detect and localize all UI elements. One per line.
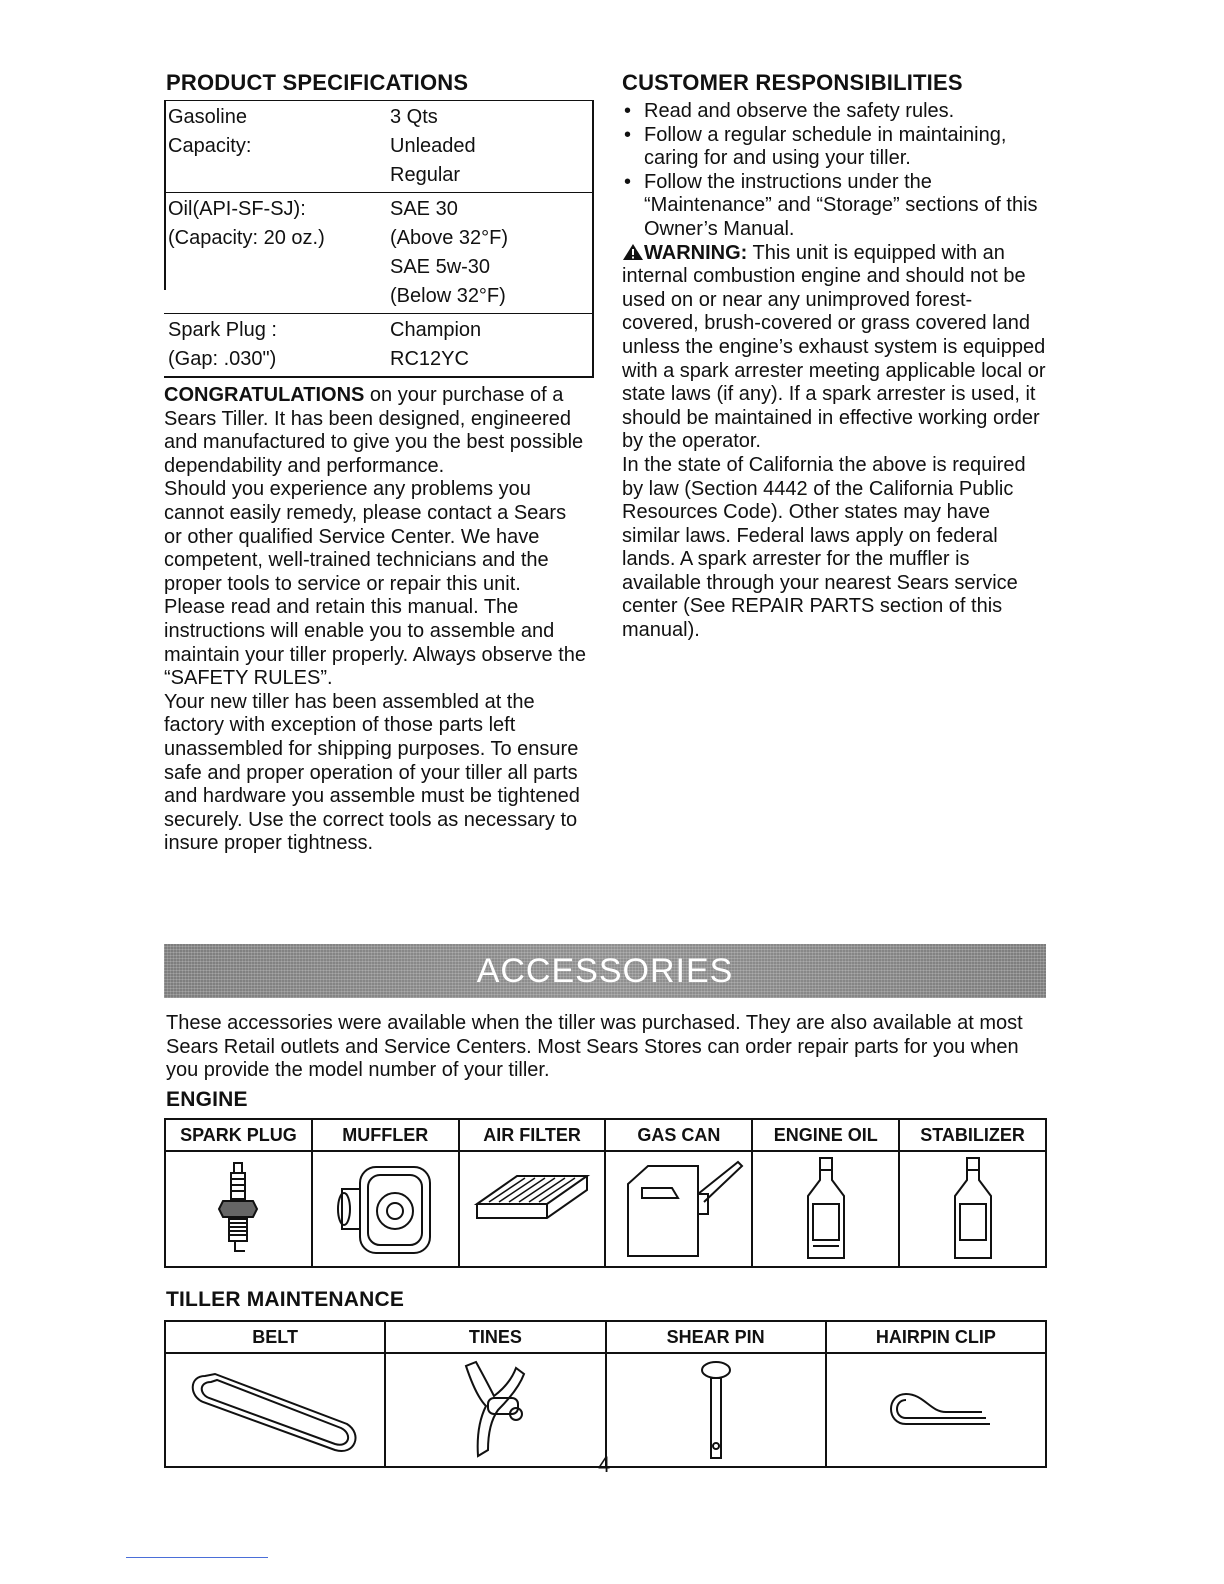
belt-header: BELT — [165, 1321, 385, 1353]
stabilizer-cell — [899, 1151, 1046, 1267]
engine-heading: ENGINE — [166, 1088, 248, 1111]
spec-table — [164, 100, 594, 378]
belt-icon — [185, 1362, 365, 1458]
spec-title: PRODUCT SPECIFICATIONS — [166, 70, 469, 95]
page-number: 4 — [598, 1452, 611, 1477]
tines-icon — [450, 1358, 540, 1462]
tiller-maintenance-table — [164, 1320, 1047, 1468]
spec-row: Gasoline 3 Qts — [168, 106, 438, 128]
spec-row: SAE 5w-30 — [390, 256, 491, 278]
muffler-icon — [330, 1159, 440, 1259]
spec-row: (Gap: .030") RC12YC — [168, 348, 469, 370]
engine-oil-cell — [752, 1151, 899, 1267]
california-paragraph: In the state of California the above is required by law (Section 4442 of the California Public Resources Code). Other states may have similar laws. Federal laws apply on federal lands. A spark arrester for the muffler is available through your nearest Sears service center (See REPAIR PARTS section of this manual). — [622, 453, 1026, 642]
spec-row: Regular — [390, 164, 461, 186]
congrats-paragraph: Your new tiller has been assembled at the factory with exception of those parts left unassembled for shipping purposes. To ensure safe and proper operation of your tiller all parts and hardware you assemble must be tightened securely. Use the correct tools as necessary to insure proper tightness. — [164, 690, 580, 855]
warning-icon — [622, 243, 644, 261]
spec-row: (Below 32°F) — [390, 285, 506, 307]
air-filter-icon — [467, 1164, 597, 1254]
warning-paragraph: WARNING: This unit is equipped with an internal combustion engine and should not be used on or near any unimproved forest-covered, brush-covered or grass covered land unless the engine’s exhaust system is equipped with a spark arrester meeting applicable local or state laws (if any). If a spark arrester is used, it should be maintained in effective working order by the operator. — [622, 241, 1046, 453]
engine-accessories-table — [164, 1118, 1047, 1268]
engine-oil-icon — [801, 1154, 851, 1264]
tines-header: TINES — [385, 1321, 605, 1353]
belt-cell — [165, 1353, 385, 1467]
spec-group-gasoline — [164, 101, 592, 193]
spec-row: Capacity: Unleaded — [168, 135, 476, 157]
customer-text — [622, 100, 1046, 643]
tiller-maintenance-heading: TILLER MAINTENANCE — [166, 1288, 405, 1311]
list-item: • Follow a regular schedule in maintaining, caring for and using your tiller. — [622, 124, 1046, 171]
customer-title: CUSTOMER RESPONSIBILITIES — [622, 70, 963, 95]
gas-can-icon — [614, 1154, 744, 1264]
spec-row: (Capacity: 20 oz.) (Above 32°F) — [168, 227, 509, 249]
spark-plug-icon — [213, 1159, 263, 1259]
air-filter-header: AIR FILTER — [459, 1119, 606, 1151]
air-filter-cell — [459, 1151, 606, 1267]
spec-group-oil — [164, 193, 592, 314]
gas-can-header: GAS CAN — [605, 1119, 752, 1151]
hairpin-clip-cell — [826, 1353, 1046, 1467]
tines-cell — [385, 1353, 605, 1467]
gas-can-cell — [605, 1151, 752, 1267]
muffler-header: MUFFLER — [312, 1119, 459, 1151]
footer-rule — [126, 1557, 268, 1558]
stabilizer-icon — [948, 1154, 998, 1264]
shear-pin-header: SHEAR PIN — [606, 1321, 826, 1353]
shear-pin-icon — [696, 1358, 736, 1462]
list-item: • Follow the instructions under the “Maintenance” and “Storage” sections of this Owner’s Manual. — [622, 171, 1046, 242]
congratulations-text — [164, 384, 588, 856]
hairpin-clip-icon — [876, 1380, 996, 1440]
spark-plug-cell — [165, 1151, 312, 1267]
engine-oil-header: ENGINE OIL — [752, 1119, 899, 1151]
list-item: • Read and observe the safety rules. — [622, 100, 1046, 124]
muffler-cell — [312, 1151, 459, 1267]
shear-pin-cell — [606, 1353, 826, 1467]
spark-plug-header: SPARK PLUG — [165, 1119, 312, 1151]
congrats-paragraph: Should you experience any problems you cannot easily remedy, please contact a Sears or other qualified Service Center. We have competent, well-trained technicians and the proper tools to service or repair this unit. — [164, 478, 567, 595]
spec-group-spark-plug — [164, 314, 592, 376]
congrats-paragraph: CONGRATULATIONS on your purchase of a Sears Tiller. It has been designed, engineered and manufactured to give you the best possible dependability and performance. — [164, 384, 584, 477]
responsibility-list — [622, 100, 1046, 242]
spec-row: Oil(API-SF-SJ): SAE 30 — [168, 198, 458, 220]
accessories-intro: These accessories were available when the tiller was purchased. They are also available at most Sears Retail outlets and Service Centers. Most Sears Stores can order repair parts for you when you provide the model number of your tiller. — [166, 1012, 1023, 1082]
congrats-paragraph: Please read and retain this manual. The instructions will enable you to assemble and maintain your tiller properly. Always observe the “SAFETY RULES”. — [164, 596, 587, 690]
stabilizer-header: STABILIZER — [899, 1119, 1046, 1151]
accessories-banner: ACCESSORIES — [164, 944, 1046, 998]
spec-row: Spark Plug : Champion — [168, 319, 482, 341]
hairpin-clip-header: HAIRPIN CLIP — [826, 1321, 1046, 1353]
